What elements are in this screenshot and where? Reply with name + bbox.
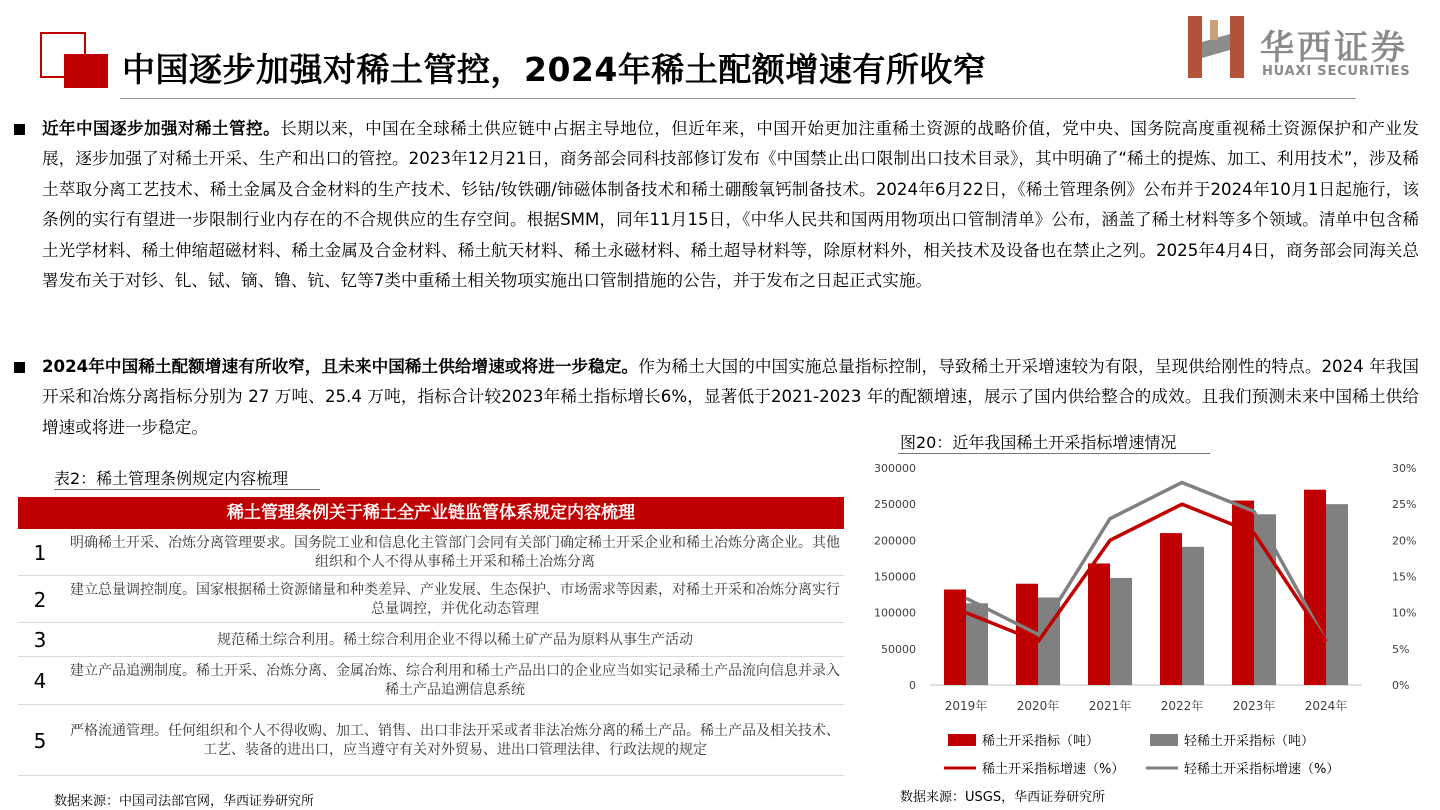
legend-swatch: [1150, 734, 1178, 746]
x-tick-label: 2019年: [944, 699, 988, 713]
table-row: [18, 624, 844, 657]
x-tick-label: 2020年: [1016, 699, 1060, 713]
row-text: 规范稀土综合利用。稀土综合利用企业不得以稀土矿产品为原料从事生产活动: [217, 631, 693, 648]
row-text: 建立产品追溯制度。稀土开采、冶炼分离、金属冶炼、综合利用和稀土产品出口的企业应当如实记录稀土产品流向信息并录入稀土产品追溯信息系统: [70, 663, 840, 698]
legend-label: 稀土开采指标（吨）: [982, 734, 1100, 749]
y-left-tick-label: 100000: [874, 606, 916, 620]
x-tick-label: 2023年: [1232, 699, 1276, 713]
table-header: 稀土管理条例关于稀土全产业链监管体系规定内容梳理: [18, 497, 844, 529]
x-tick-label: 2021年: [1088, 699, 1132, 713]
brand-logo: [1186, 14, 1426, 84]
legend-label: 轻稀土开采指标增速（%）: [1184, 762, 1340, 777]
legend-swatch: [948, 734, 976, 746]
bullet-square-icon: [14, 362, 25, 373]
y-right-tick-label: 25%: [1392, 498, 1417, 512]
y-right-tick-label: 20%: [1392, 534, 1417, 548]
row-text: 明确稀土开采、冶炼分离管理要求。国务院工业和信息化主管部门会同有关部门确定稀土开采企业和稀土冶炼分离企业。其他组织和个人不得从事稀土开采和稀土冶炼分离: [70, 534, 840, 570]
y-left-tick-label: 300000: [874, 462, 916, 475]
bar-total-2019年: [944, 590, 966, 685]
row-number: 1: [33, 540, 47, 565]
table-row: [18, 577, 844, 623]
y-right-tick-label: 15%: [1392, 570, 1417, 584]
paragraph-body: 长期以来，中国在全球稀土供应链中占据主导地位，但近年来，中国开始更加注重稀土资源的战略价值，党中央、国务院高度重视稀土资源保护和产业发展，逐步加强了对稀土开采、生产和出口的管控。2023年12月21日，商务部会同科技部修订发布《中国禁止出口限制出口技术目录》，其中明确了“稀土的提炼、加工、利用技术”，涉及稀土萃取分离工艺技术、稀土金属及合金材料的生产技术、钐钴/钕铁硼/铈磁体制备技术和稀土硼酸氧钙制备技术。2024年6月22日，《稀土管理条例》公布并于2024年10月1日起施行，该条例的实行有望进一步限制行业内存在的不合规供应的生存空间。根据SMM，同年11月15日，《中华人民共和国两用物项出口管制清单》公布，涵盖了稀土材料等多个领域。清单中包含稀土光学材料、稀土伸缩超磁材料、稀土金属及合金材料、稀土航天材料、稀土永磁材料、稀土超导材料等，除原材料外，相关技术及设备也在禁止之列。2025年4月4日，商务部会同海关总署发布关于对钐、钆、铽、镝、镥、钪、钇等7类中重稀土相关物项实施出口管制措施的公告，并于发布之日起正式实施。: [42, 119, 1420, 291]
bar-total-2024年: [1304, 490, 1326, 685]
table-source: 数据来源：中国司法部官网，华西证券研究所: [54, 794, 315, 809]
y-right-tick-label: 30%: [1392, 462, 1417, 475]
y-left-tick-label: 0: [909, 679, 916, 692]
decoration-square-filled: [64, 54, 108, 88]
table-caption-underline: [54, 489, 320, 490]
paragraph-text: [14, 114, 1419, 296]
x-tick-label: 2024年: [1304, 699, 1348, 713]
y-left-tick-label: 250000: [874, 498, 916, 512]
legend-label: 轻稀土开采指标（吨）: [1184, 734, 1315, 749]
row-text: 建立总量调控制度。国家根据稀土资源储量和种类差异、产业发展、生态保护、市场需求等因素，对稀土开采和冶炼分离实行总量调控，并优化动态管理: [70, 581, 840, 617]
paragraph-rare-earth-control: [14, 114, 1419, 296]
y-left-tick-label: 200000: [874, 534, 916, 548]
chart-source: 数据来源：USGS，华西证券研究所: [900, 790, 1106, 805]
table-caption: 表2：稀土管理条例规定内容梳理: [54, 469, 289, 488]
bullet-square-icon: [14, 124, 25, 135]
huaxi-logo-icon: [1186, 14, 1248, 80]
table-row: [18, 706, 844, 776]
bar-light-2020年: [1038, 597, 1060, 685]
row-text: 严格流通管理。任何组织和个人不得收购、加工、销售、出口非法开采或者非法冶炼分离的稀土产品。稀土产品及相关技术、工艺、装备的进出口，应当遵守有关对外贸易、进出口管理法律、行政法规的规定: [70, 722, 840, 758]
title-divider: [120, 98, 1356, 99]
page-title: 中国逐步加强对稀土管控，2024年稀土配额增速有所收窄: [122, 50, 987, 89]
paragraph-quota-growth: [14, 352, 1419, 443]
bar-total-2021年: [1088, 563, 1110, 685]
row-number: 3: [33, 628, 47, 652]
paragraph-lead: 2024年中国稀土配额增速有所收窄，且未来中国稀土供给增速或将进一步稳定。: [42, 357, 639, 376]
row-number: 2: [33, 587, 47, 612]
quota-growth-chart: [850, 455, 1440, 780]
paragraph-lead: 近年中国逐步加强对稀土管控。: [42, 119, 281, 138]
table-row: [18, 658, 844, 705]
y-right-tick-label: 10%: [1392, 606, 1417, 620]
table-row: [18, 530, 844, 576]
bar-total-2022年: [1160, 533, 1182, 685]
row-number: 4: [33, 669, 47, 693]
row-number: 5: [33, 728, 47, 753]
y-left-tick-label: 150000: [874, 570, 916, 584]
legend-label: 稀土开采指标增速（%）: [982, 762, 1125, 777]
brand-name-cn: 华西证券: [1260, 28, 1408, 68]
bar-light-2022年: [1182, 547, 1204, 685]
paragraph-body: 作为稀土大国的中国实施总量指标控制，导致稀土开采增速较为有限，呈现供给刚性的特点。2024 年我国开采和冶炼分离指标分别为 27 万吨、25.4 万吨，指标合计较2023年稀土指标增长6%，显著低于2021-2023 年的配额增速，展示了国内供给整合的成效。且我们预测未来中国稀土供给增速或将进一步稳定。: [42, 357, 1419, 437]
y-left-tick-label: 50000: [881, 642, 916, 656]
bar-light-2024年: [1326, 504, 1348, 685]
title-decoration: [40, 32, 108, 88]
brand-name-en: HUAXI SECURITIES: [1262, 64, 1411, 79]
y-right-tick-label: 5%: [1392, 642, 1410, 656]
chart-caption: 图20：近年我国稀土开采指标增速情况: [900, 433, 1177, 452]
y-right-tick-label: 0%: [1392, 679, 1410, 692]
x-tick-label: 2022年: [1160, 699, 1204, 713]
paragraph-text: [14, 352, 1419, 443]
bar-light-2021年: [1110, 578, 1132, 685]
chart-caption-underline: [898, 453, 1210, 454]
